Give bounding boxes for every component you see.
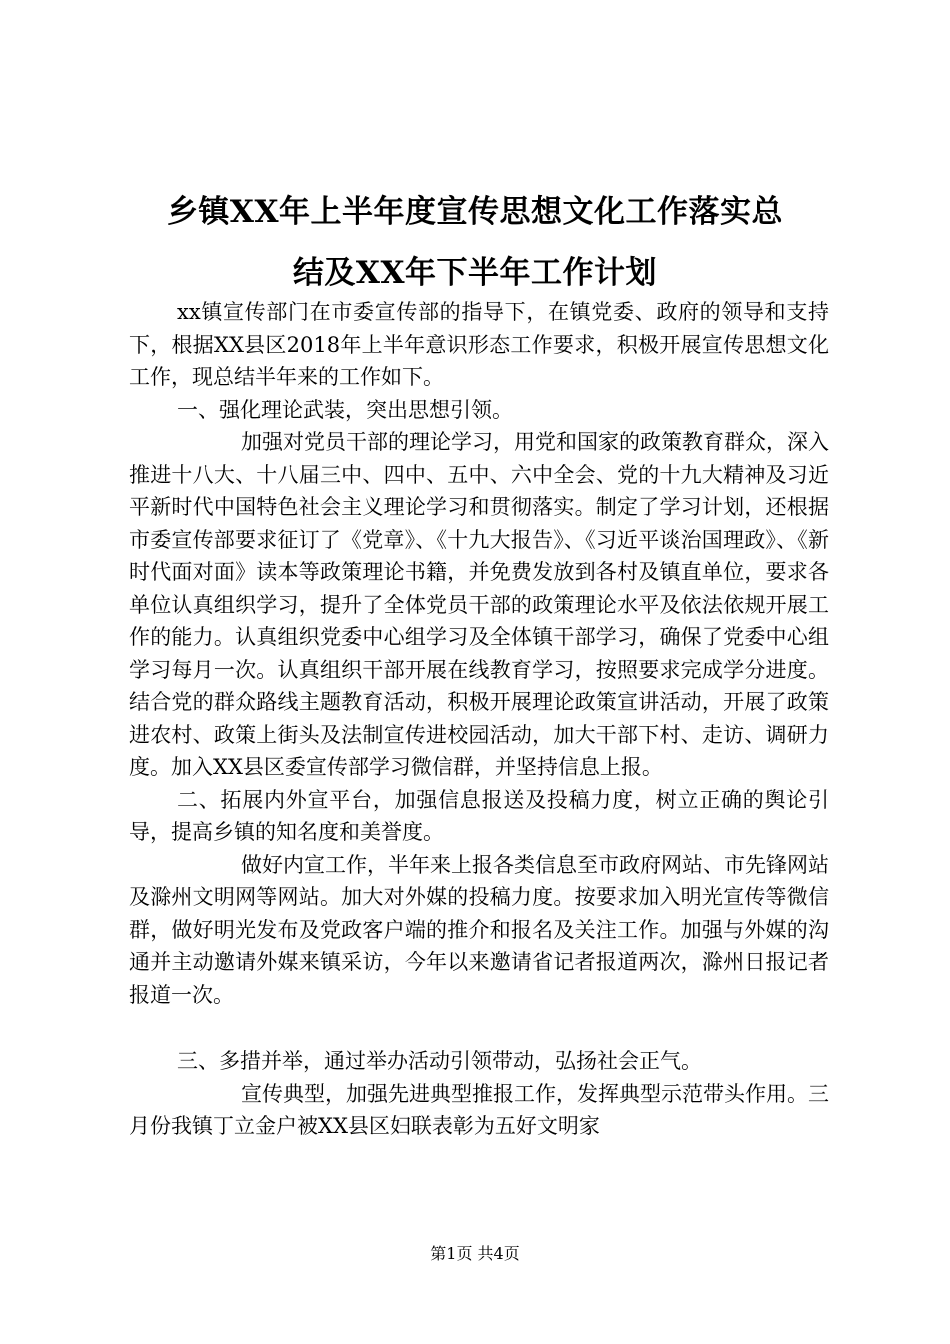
section-2-paragraph: 做好内宣工作，半年来上报各类信息至市政府网站、市先锋网站及滁州文明网等网站。加大对外媒的投稿力度。按要求加入明光宣传等微信群，做好明光发布及党政客户端的推介和报名及关注工作。加强与外媒的沟通并主动邀请外媒来镇采访，今年以来邀请省记者报道两次，滁州日报记者报道一次。 bbox=[129, 852, 829, 1007]
document-title-line-2: 结及XX年下半年工作计划 bbox=[292, 255, 658, 291]
paragraph-spacer bbox=[129, 1011, 829, 1045]
section-2-heading: 二、拓展内外宣平台，加强信息报送及投稿力度，树立正确的舆论引导，提高乡镇的知名度和美誉度。 bbox=[129, 787, 829, 844]
section-3-heading: 三、多措并举，通过举办活动引领带动，弘扬社会正气。 bbox=[177, 1049, 702, 1073]
document-title-line-1: 乡镇XX年上半年度宣传思想文化工作落实总 bbox=[166, 194, 784, 230]
intro-paragraph: xx镇宣传部门在市委宣传部的指导下，在镇党委、政府的领导和支持下，根据XX县区2018年上半年意识形态工作要求，积极开展宣传思想文化工作，现总结半年来的工作如下。 bbox=[129, 300, 829, 389]
page-number-footer: 第1页 共4页 bbox=[430, 1244, 520, 1263]
section-1-heading: 一、强化理论武装，突出思想引领。 bbox=[177, 397, 513, 422]
document-body bbox=[129, 296, 829, 1143]
section-1-paragraph: 加强对党员干部的理论学习，用党和国家的政策教育群众，深入推进十八大、十八届三中、四中、五中、六中全会、党的十九大精神及习近平新时代中国特色社会主义理论学习和贯彻落实。制定了学习计划，还根据市委宣传部要求征订了《党章》、《十九大报告》、《习近平谈治国理政》、《新时代面对面》读本等政策理论书籍，并免费发放到各村及镇直单位，要求各单位认真组织学习，提升了全体党员干部的政策理论水平及依法依规开展工作的能力。认真组织党委中心组学习及全体镇干部学习，确保了党委中心组学习每月一次。认真组织干部开展在线教育学习，按照要求完成学分进度。结合党的群众路线主题教育活动，积极开展理论政策宣讲活动，开展了政策进农村、政策上街头及法制宣传进校园活动，加大干部下村、走访、调研力度。加入XX县区委宣传部学习微信群，并坚持信息上报。 bbox=[129, 430, 829, 779]
section-3-paragraph: 宣传典型，加强先进典型推报工作，发挥典型示范带头作用。三月份我镇丁立金户被XX县区妇联表彰为五好文明家 bbox=[129, 1081, 829, 1138]
